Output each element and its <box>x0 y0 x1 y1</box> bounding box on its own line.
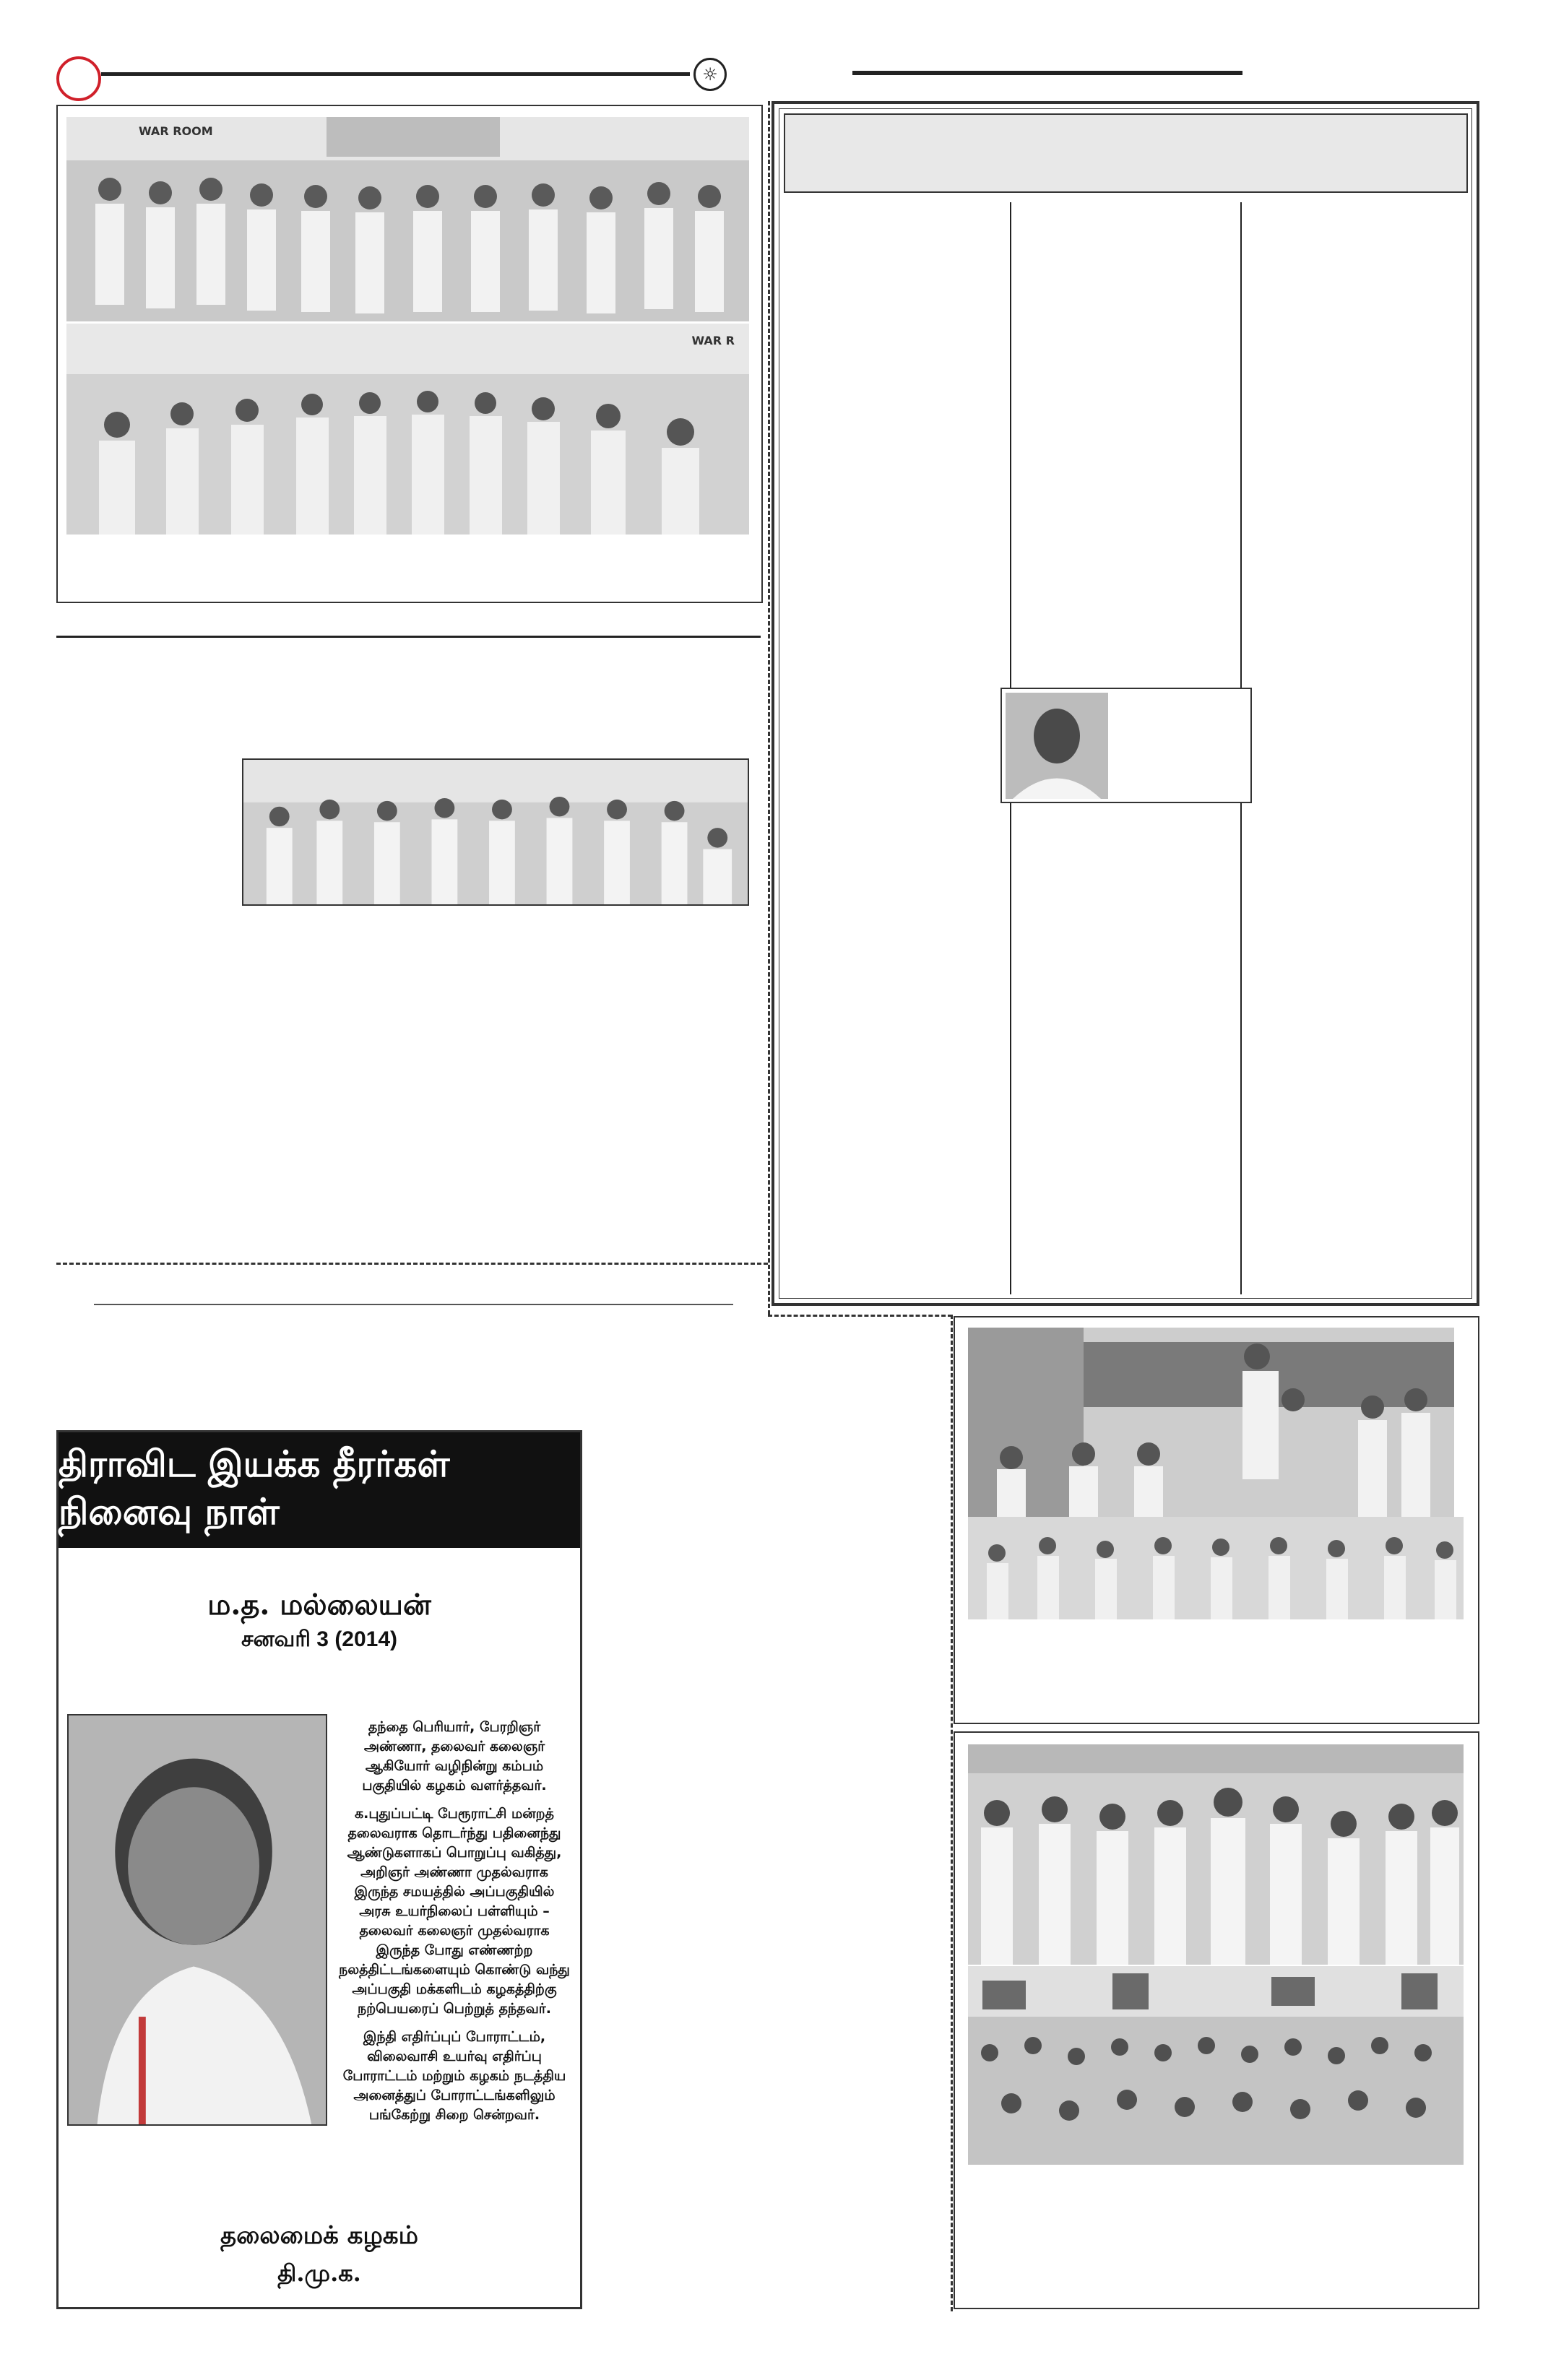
memorial-ad-name: ம.த. மல்லையன் <box>207 1588 431 1622</box>
memorial-ad-biography <box>339 1718 570 2134</box>
memorial-ad-title: திராவிட இயக்க தீரர்கள் நினைவு நாள் <box>59 1432 580 1548</box>
thin-rule-left <box>94 1304 733 1305</box>
dashed-column-divider-right <box>951 1315 953 2311</box>
rally-photo-1-bottom <box>968 1517 1464 1619</box>
war-room-photo-top <box>66 117 749 321</box>
memorial-portrait <box>67 1714 327 2126</box>
memorial-ad <box>56 1430 582 2309</box>
page-number-badge <box>56 56 101 101</box>
header-rule-right <box>852 71 1242 75</box>
war-room-banner-text-right: WAR R <box>691 334 735 347</box>
memorial-ad-date: சனவரி 3 (2014) <box>241 1627 398 1651</box>
war-room-photo-bottom <box>66 324 749 535</box>
rally-photo-2-top <box>968 1744 1464 1965</box>
dashed-separator-mid <box>768 1315 952 1317</box>
header-rule-left <box>101 72 690 76</box>
rally-photo-2-bottom <box>968 1966 1464 2165</box>
memorial-paragraph-3: இந்தி எதிர்ப்புப் போராட்டம், விலைவாசி உயர்வு எதிர்ப்பு போராட்டம் மற்றும் கழகம் நடத்திய அனைத்துப் போராட்டங்களிலும் பங்கேற்று சிறை சென்றவர். <box>342 2029 566 2123</box>
section-rule-left <box>56 636 761 638</box>
memorial-paragraph-2: க.புதுப்பட்டி பேரூராட்சி மன்றத் தலைவராக தொடர்ந்து பதினைந்து ஆண்டுகளாகப் பொறுப்பு வகித்து, அறிஞர் அண்ணா முதல்வராக இருந்த சமயத்தில் அப்பகுதியில் அரசு உயர்நிலைப் பள்ளியும் – தலைவர் கலைஞர் முதல்வராக இருந்த போது எண்ணற்ற நலத்திட்டங்களையும் கொண்டு வந்து அப்பகுதி மக்களிடம் கழகத்திற்கு நற்பெயரைப் பெற்றுத் தந்தவர். <box>339 1806 570 2017</box>
dashed-column-divider <box>768 101 770 1315</box>
war-room-banner-text: WAR ROOM <box>139 124 213 138</box>
dmk-emblem-icon: ☼ <box>693 58 727 91</box>
memorial-ad-footer-2: தி.மு.க. <box>277 2259 361 2287</box>
memorial-paragraph-1: தந்தை பெரியார், பேரறிஞர் அண்ணா, தலைவர் கலைஞர் ஆகியோர் வழிநின்று கம்பம் பகுதியில் கழகம் வளர்த்தவர். <box>362 1719 547 1793</box>
meeting-photo-small <box>242 758 749 906</box>
memorial-ad-footer-1: தலைமைக் கழகம் <box>220 2221 418 2250</box>
article-headline-box <box>784 113 1468 193</box>
rally-photo-1-top <box>968 1328 1454 1517</box>
dashed-separator-left <box>56 1263 768 1265</box>
author-portrait <box>1006 693 1108 799</box>
